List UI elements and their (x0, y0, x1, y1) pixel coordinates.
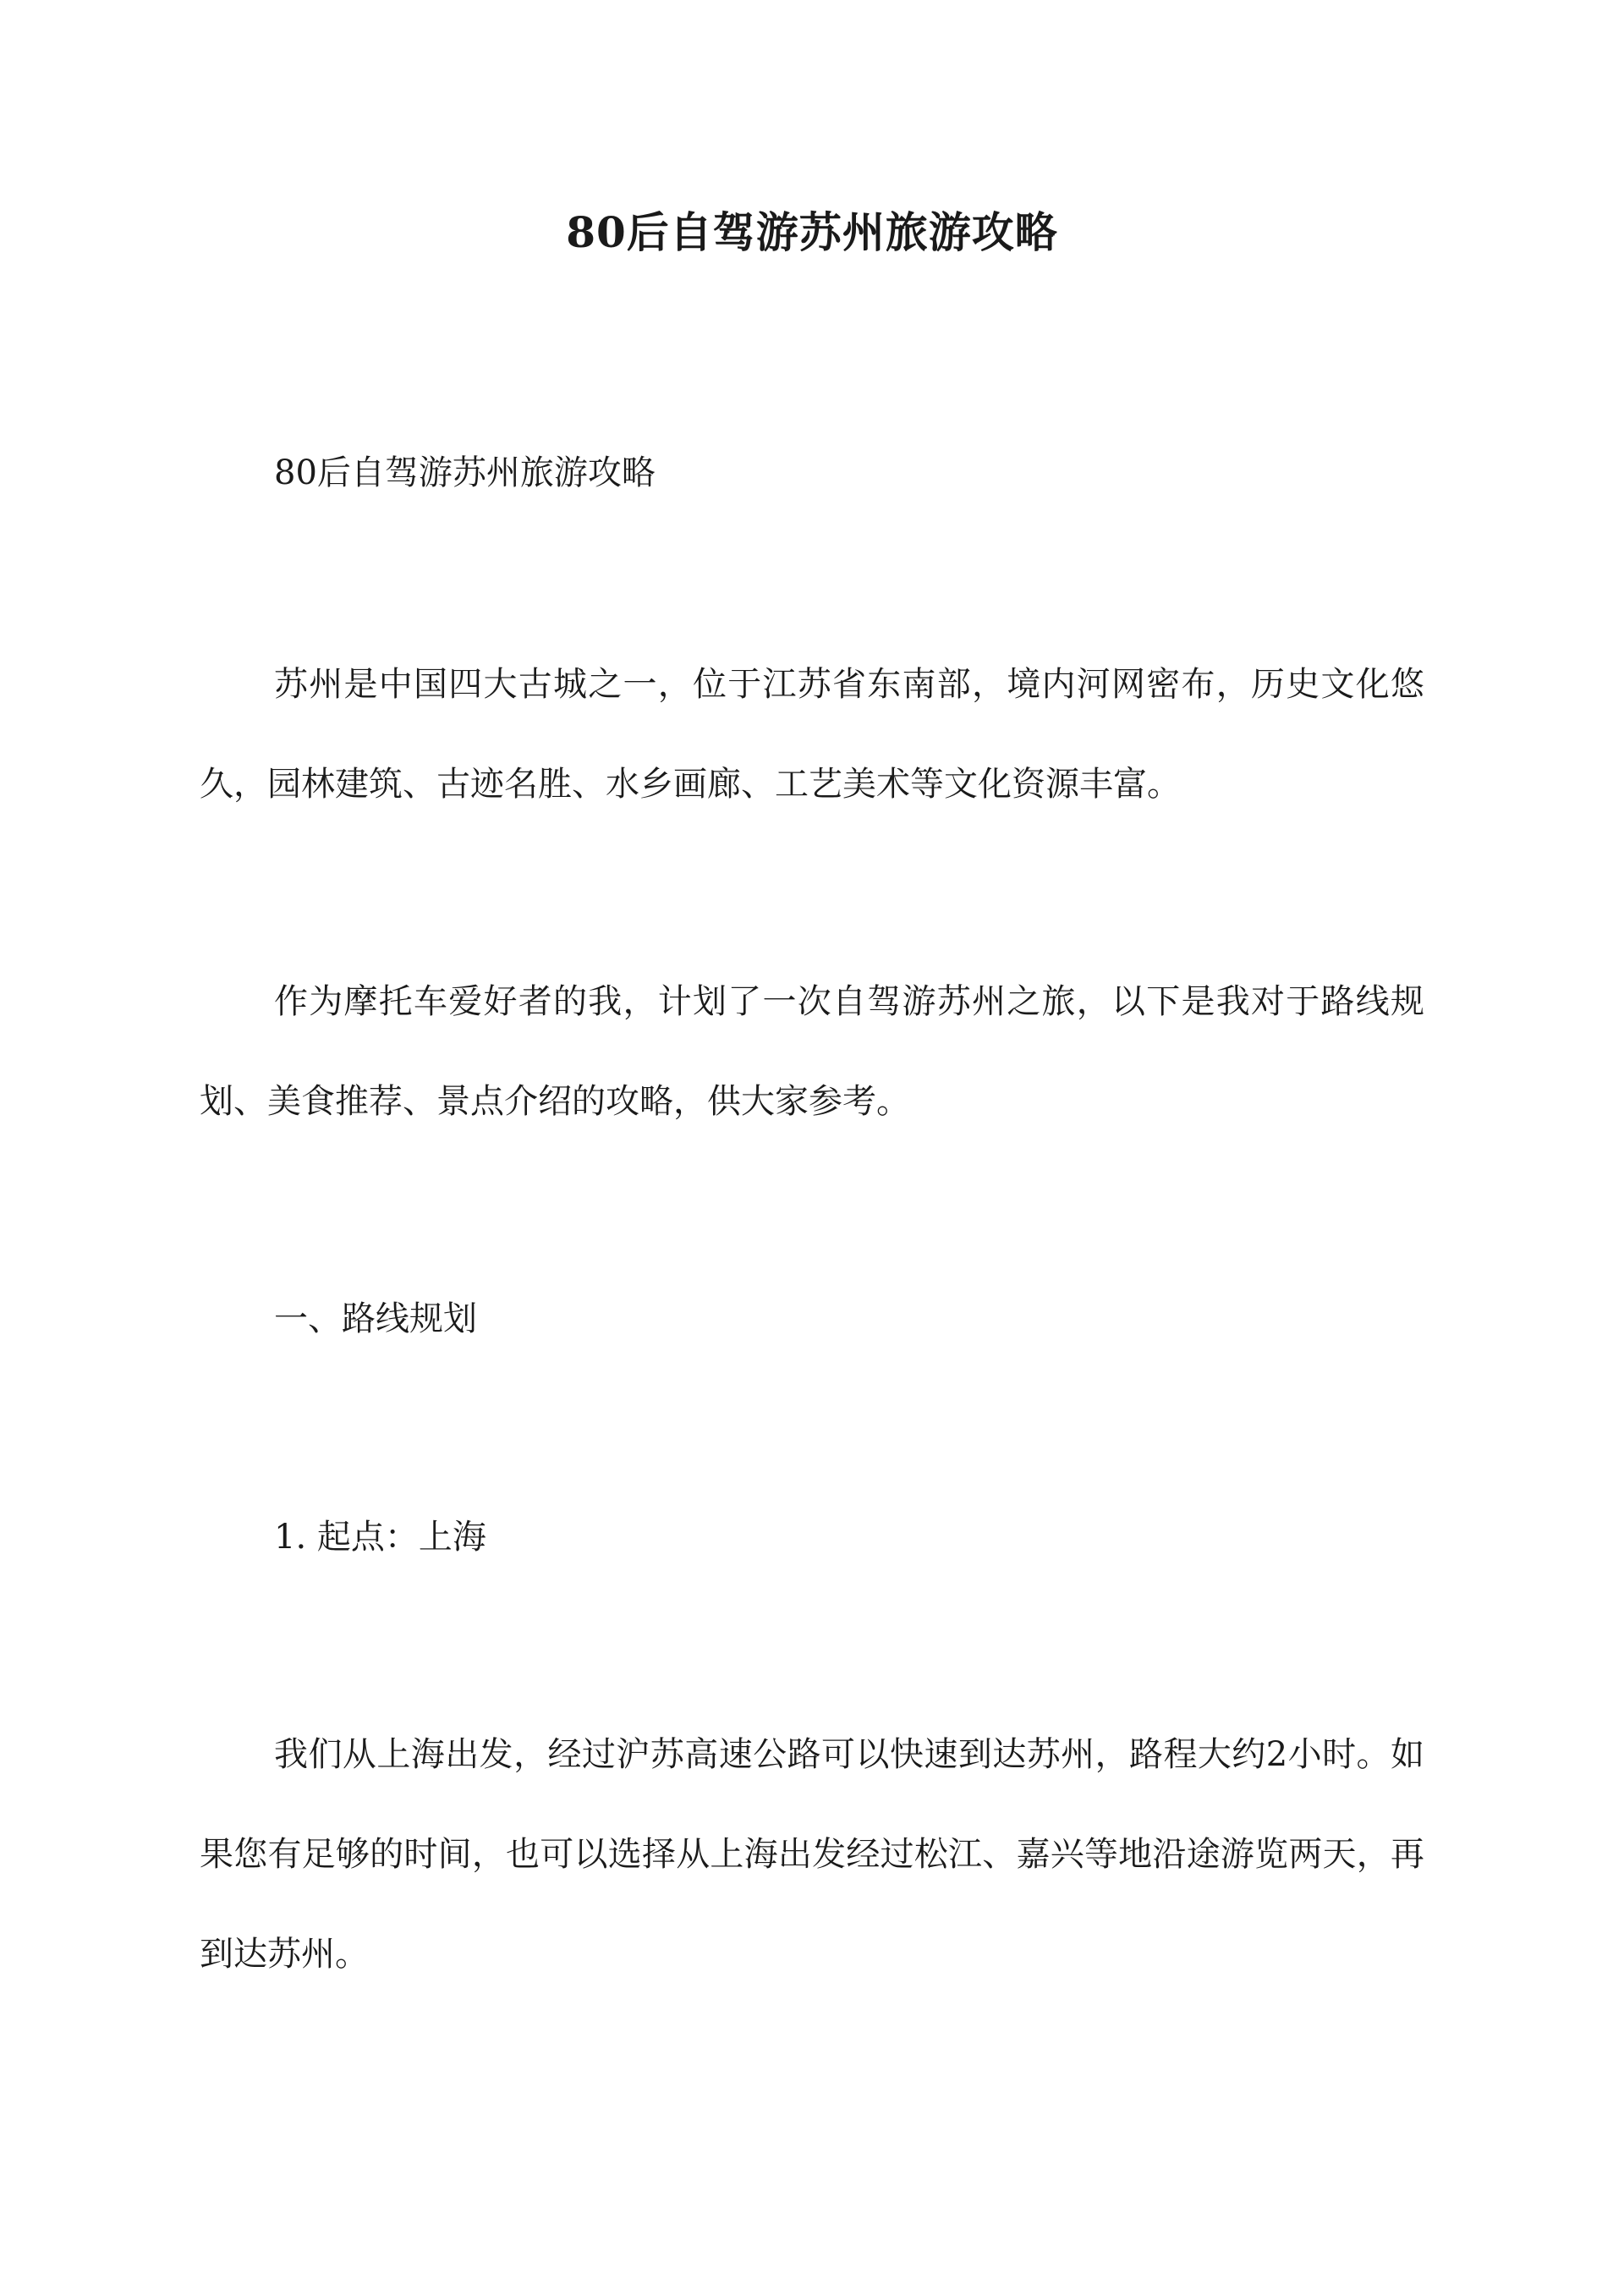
section-heading-route: 一、路线规划 (274, 1299, 477, 1338)
subheading-start-point: 1. 起点：上海 (274, 1518, 486, 1557)
document-title: 80后自驾游苏州旅游攻略 (566, 207, 1058, 257)
paragraph-plan: 作为摩托车爱好者的我，计划了一次自驾游苏州之旅，以下是我对于路线规划、美食推荐、景点介绍的攻略，供大家参考。 (200, 982, 1424, 1121)
paragraph-intro: 苏州是中国四大古城之一，位于江苏省东南部，境内河网密布，历史文化悠久，园林建筑、古迹名胜、水乡画廊、工艺美术等文化资源丰富。 (200, 665, 1424, 804)
paragraph-route-detail: 我们从上海出发，经过沪苏高速公路可以快速到达苏州，路程大约2小时。如果您有足够的时间，也可以选择从上海出发经过松江、嘉兴等地沿途游览两天，再到达苏州。 (200, 1735, 1424, 1974)
paragraph-subtitle: 80后自驾游苏州旅游攻略 (274, 453, 656, 492)
